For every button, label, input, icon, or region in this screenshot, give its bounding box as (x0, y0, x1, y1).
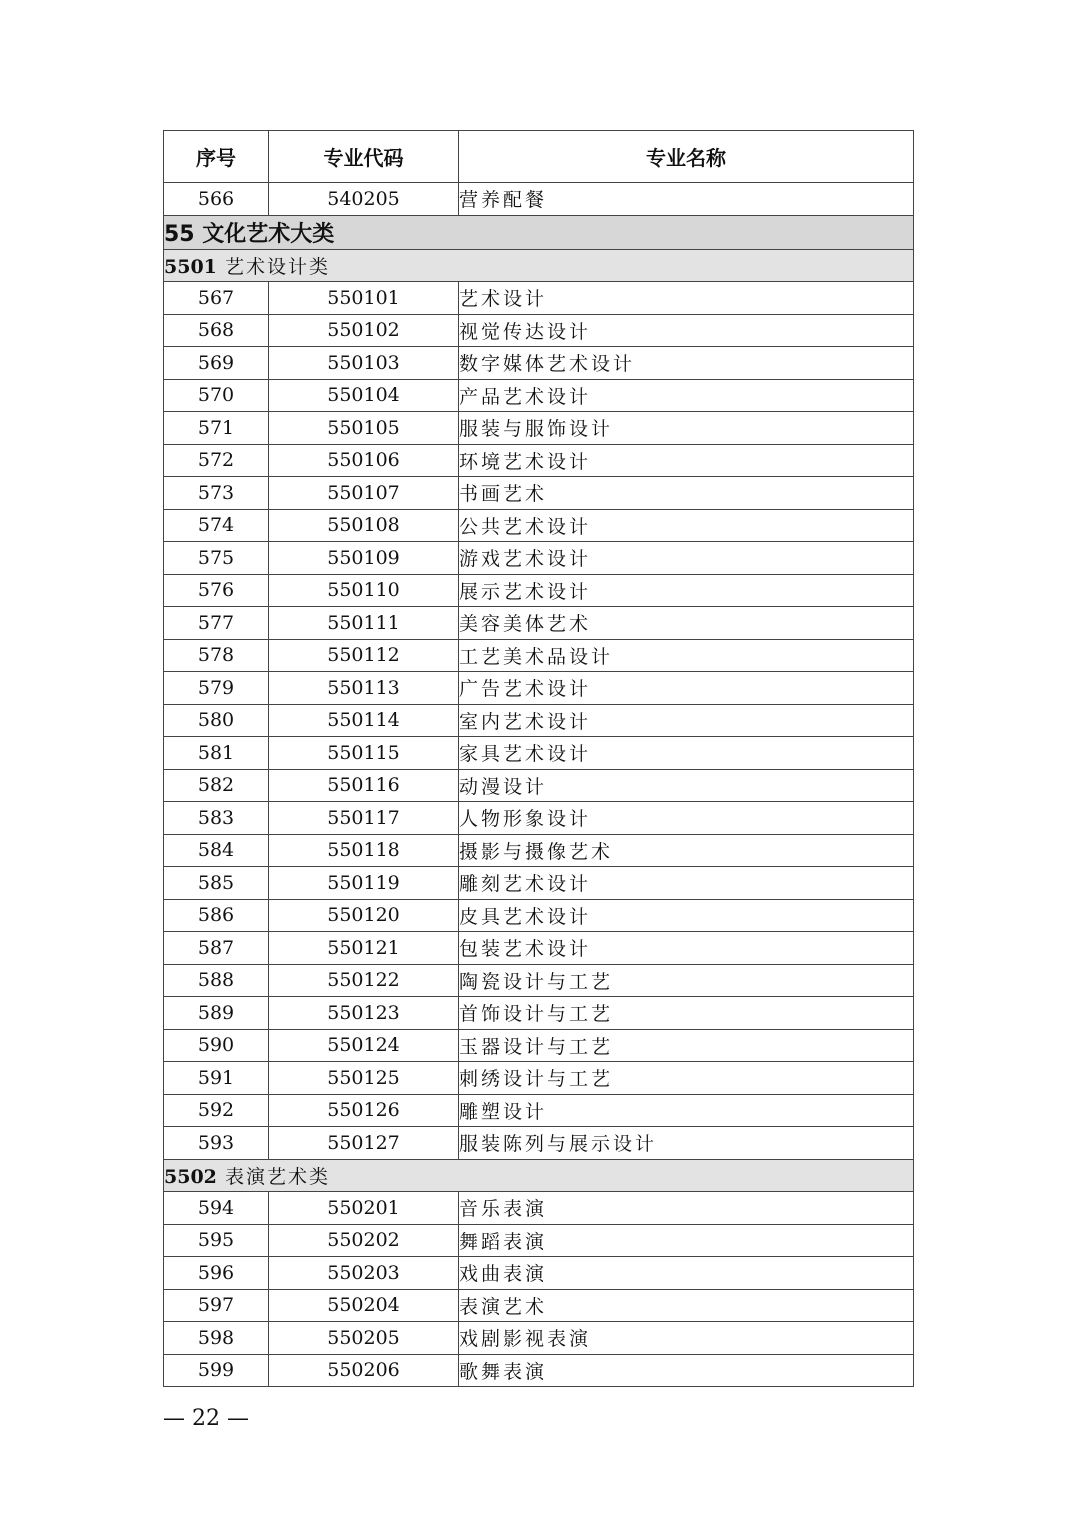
row-code: 550121 (269, 932, 459, 965)
row-name: 书画艺术 (459, 477, 914, 510)
row-seq: 598 (164, 1322, 269, 1355)
row-name: 服装与服饰设计 (459, 412, 914, 445)
row-seq: 594 (164, 1192, 269, 1225)
table-row (164, 1192, 914, 1225)
row-name: 营养配餐 (459, 183, 914, 216)
row-code: 550116 (269, 769, 459, 802)
row-name: 艺术设计 (459, 282, 914, 315)
row-seq: 572 (164, 444, 269, 477)
table-row (164, 1127, 914, 1160)
row-seq: 583 (164, 802, 269, 835)
row-code: 550126 (269, 1094, 459, 1127)
group-title (164, 1159, 914, 1192)
row-name: 首饰设计与工艺 (459, 997, 914, 1030)
row-name: 表演艺术 (459, 1289, 914, 1322)
row-seq: 573 (164, 477, 269, 510)
table-row (164, 834, 914, 867)
row-seq: 574 (164, 509, 269, 542)
row-code: 550111 (269, 607, 459, 640)
row-seq: 571 (164, 412, 269, 445)
group-row (164, 249, 914, 282)
row-seq: 591 (164, 1062, 269, 1095)
row-name: 服装陈列与展示设计 (459, 1127, 914, 1160)
row-code: 550105 (269, 412, 459, 445)
table-row (164, 1322, 914, 1355)
group-code: 5501 (164, 255, 217, 278)
row-seq: 585 (164, 867, 269, 900)
category-title: 55 文化艺术大类 (164, 215, 914, 249)
row-seq: 597 (164, 1289, 269, 1322)
row-seq: 576 (164, 574, 269, 607)
table-header-row (164, 131, 914, 183)
row-name: 音乐表演 (459, 1192, 914, 1225)
table-row (164, 379, 914, 412)
table-row (164, 1354, 914, 1387)
table-row (164, 607, 914, 640)
table-row (164, 1257, 914, 1290)
row-code: 550112 (269, 639, 459, 672)
table-row (164, 509, 914, 542)
table-row (164, 574, 914, 607)
table-row (164, 347, 914, 380)
row-code: 550206 (269, 1354, 459, 1387)
row-code: 550118 (269, 834, 459, 867)
table-row (164, 867, 914, 900)
row-name: 戏剧影视表演 (459, 1322, 914, 1355)
group-row (164, 1159, 914, 1192)
header-name: 专业名称 (459, 131, 914, 183)
row-code: 550205 (269, 1322, 459, 1355)
row-code: 550203 (269, 1257, 459, 1290)
row-code: 550114 (269, 704, 459, 737)
table-row (164, 672, 914, 705)
table-row (164, 542, 914, 575)
row-name: 玉器设计与工艺 (459, 1029, 914, 1062)
row-seq: 568 (164, 314, 269, 347)
row-code: 550123 (269, 997, 459, 1030)
group-code: 5502 (164, 1165, 217, 1188)
row-name: 摄影与摄像艺术 (459, 834, 914, 867)
row-code: 550102 (269, 314, 459, 347)
table-row (164, 639, 914, 672)
row-name: 工艺美术品设计 (459, 639, 914, 672)
row-name: 包装艺术设计 (459, 932, 914, 965)
row-code: 550125 (269, 1062, 459, 1095)
row-name: 戏曲表演 (459, 1257, 914, 1290)
row-seq: 588 (164, 964, 269, 997)
row-name: 数字媒体艺术设计 (459, 347, 914, 380)
row-name: 游戏艺术设计 (459, 542, 914, 575)
group-name: 表演艺术类 (224, 1165, 330, 1188)
row-seq: 596 (164, 1257, 269, 1290)
row-code: 550122 (269, 964, 459, 997)
row-seq: 569 (164, 347, 269, 380)
row-name: 动漫设计 (459, 769, 914, 802)
row-code: 550202 (269, 1224, 459, 1257)
row-seq: 580 (164, 704, 269, 737)
header-seq: 序号 (164, 131, 269, 183)
row-seq: 577 (164, 607, 269, 640)
row-code: 550115 (269, 737, 459, 770)
row-name: 皮具艺术设计 (459, 899, 914, 932)
row-seq: 579 (164, 672, 269, 705)
row-seq: 581 (164, 737, 269, 770)
table-row (164, 1062, 914, 1095)
row-code: 550201 (269, 1192, 459, 1225)
table-row (164, 1029, 914, 1062)
row-code: 550119 (269, 867, 459, 900)
row-seq: 566 (164, 183, 269, 216)
row-name: 雕塑设计 (459, 1094, 914, 1127)
table-row (164, 477, 914, 510)
row-name: 歌舞表演 (459, 1354, 914, 1387)
table-row (164, 899, 914, 932)
row-seq: 590 (164, 1029, 269, 1062)
row-code: 550127 (269, 1127, 459, 1160)
table-row (164, 737, 914, 770)
row-name: 人物形象设计 (459, 802, 914, 835)
row-name: 展示艺术设计 (459, 574, 914, 607)
table-row (164, 1224, 914, 1257)
table-row (164, 444, 914, 477)
row-name: 视觉传达设计 (459, 314, 914, 347)
row-seq: 589 (164, 997, 269, 1030)
group-title (164, 249, 914, 282)
row-code: 550204 (269, 1289, 459, 1322)
category-row (164, 215, 914, 249)
page-number: — 22 — (163, 1406, 249, 1431)
row-seq: 575 (164, 542, 269, 575)
row-seq: 584 (164, 834, 269, 867)
row-name: 陶瓷设计与工艺 (459, 964, 914, 997)
table-row (164, 183, 914, 216)
major-catalog-table (163, 130, 914, 1387)
row-code: 550101 (269, 282, 459, 315)
table-row (164, 314, 914, 347)
table-row (164, 704, 914, 737)
row-code: 550117 (269, 802, 459, 835)
row-name: 家具艺术设计 (459, 737, 914, 770)
row-code: 550106 (269, 444, 459, 477)
row-name: 雕刻艺术设计 (459, 867, 914, 900)
row-name: 环境艺术设计 (459, 444, 914, 477)
table-row (164, 412, 914, 445)
row-code: 550107 (269, 477, 459, 510)
row-seq: 578 (164, 639, 269, 672)
row-code: 550113 (269, 672, 459, 705)
row-code: 550110 (269, 574, 459, 607)
row-code: 540205 (269, 183, 459, 216)
row-seq: 592 (164, 1094, 269, 1127)
table-row (164, 1289, 914, 1322)
header-code: 专业代码 (269, 131, 459, 183)
row-code: 550124 (269, 1029, 459, 1062)
row-name: 产品艺术设计 (459, 379, 914, 412)
table-row (164, 282, 914, 315)
row-seq: 593 (164, 1127, 269, 1160)
table-row (164, 802, 914, 835)
row-seq: 587 (164, 932, 269, 965)
row-name: 室内艺术设计 (459, 704, 914, 737)
table-row (164, 1094, 914, 1127)
row-code: 550120 (269, 899, 459, 932)
table-row (164, 997, 914, 1030)
table-row (164, 769, 914, 802)
row-seq: 595 (164, 1224, 269, 1257)
row-name: 广告艺术设计 (459, 672, 914, 705)
row-code: 550104 (269, 379, 459, 412)
row-name: 刺绣设计与工艺 (459, 1062, 914, 1095)
row-code: 550109 (269, 542, 459, 575)
row-seq: 599 (164, 1354, 269, 1387)
row-name: 舞蹈表演 (459, 1224, 914, 1257)
row-name: 公共艺术设计 (459, 509, 914, 542)
row-seq: 586 (164, 899, 269, 932)
table-row (164, 964, 914, 997)
row-seq: 567 (164, 282, 269, 315)
row-name: 美容美体艺术 (459, 607, 914, 640)
row-code: 550108 (269, 509, 459, 542)
row-seq: 582 (164, 769, 269, 802)
table-row (164, 932, 914, 965)
group-name: 艺术设计类 (224, 255, 330, 278)
row-seq: 570 (164, 379, 269, 412)
row-code: 550103 (269, 347, 459, 380)
